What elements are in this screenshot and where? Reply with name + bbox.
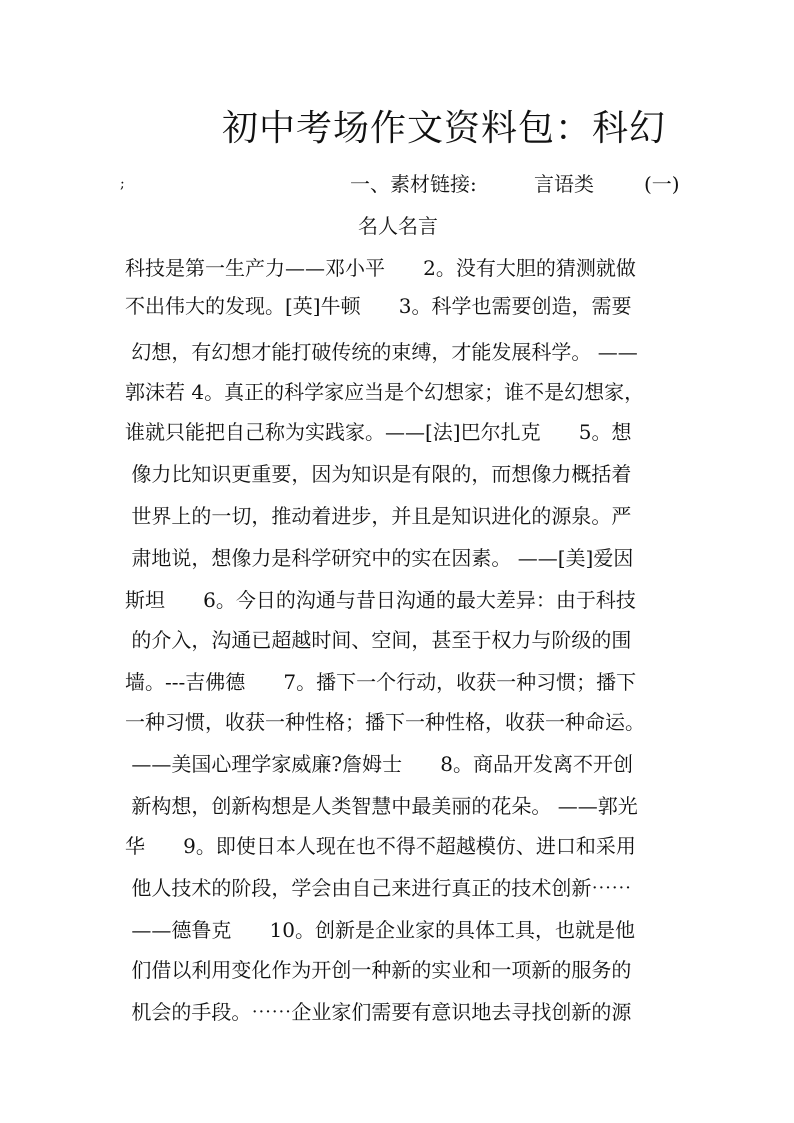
body-line-9: 斯坦 6。今日的沟通与昔日沟通的最大差异：由于科技 [125,588,636,612]
body-line-8: 肃地说，想像力是科学研究中的实在因素。 ——[美]爱因 [125,546,634,570]
body-line-17: ——德鲁克 10。创新是企业家的具体工具，也就是他 [125,918,635,942]
document-title: 初中考场作文资料包：科幻 [222,108,667,149]
body-line-7: 世界上的一切，推动着进步，并且是知识进化的源泉。严 [125,504,632,528]
body-line-13: ——美国心理学家威廉?詹姆士 8。商品开发离不开创 [125,752,633,776]
body-line-2: 不出伟大的发现。[英]牛顿 3。科学也需要创造，需要 [125,294,632,318]
body-line-11: 墙。---吉佛德 7。播下一个行动，收获一种习惯；播下 [125,670,637,694]
body-line-3: 幻想，有幻想才能打破传统的束缚，才能发展科学。 —— [125,340,638,364]
subheading: 名人名言 [358,214,438,238]
body-line-6: 像力比知识更重要，因为知识是有限的，而想像力概括着 [125,462,632,486]
body-line-1: 科技是第一生产力——邓小平 2。没有大胆的猜测就做 [125,256,636,280]
body-line-18: 们借以利用变化作为开创一种新的实业和一项新的服务的 [125,958,632,982]
body-line-19: 机会的手段。⋯⋯企业家们需要有意识地去寻找创新的源 [125,1000,632,1024]
body-line-16: 他人技术的阶段，学会由自己来进行真正的技术创新⋯⋯ [125,876,632,900]
body-line-10: 的介入，沟通已超越时间、空间，甚至于权力与阶级的围 [125,628,632,652]
section-heading-part3: (一) [644,172,680,196]
stray-mark: ; [120,176,125,192]
body-line-14: 新构想，创新构想是人类智慧中最美丽的花朵。 ——郭光 [125,794,638,818]
body-line-4: 郭沫若 4。真正的科学家应当是个幻想家；谁不是幻想家， [125,380,645,404]
section-heading-part1: 一、素材链接: [350,172,477,196]
section-heading-part2: 言语类 [534,172,594,196]
body-line-5: 谁就只能把自己称为实践家。——[法]巴尔扎克 5。想 [125,420,632,444]
body-line-15: 华 9。即使日本人现在也不得不超越模仿、进口和采用 [125,834,636,858]
body-line-12: 一种习惯，收获一种性格；播下一种性格，收获一种命运。 [125,710,645,734]
